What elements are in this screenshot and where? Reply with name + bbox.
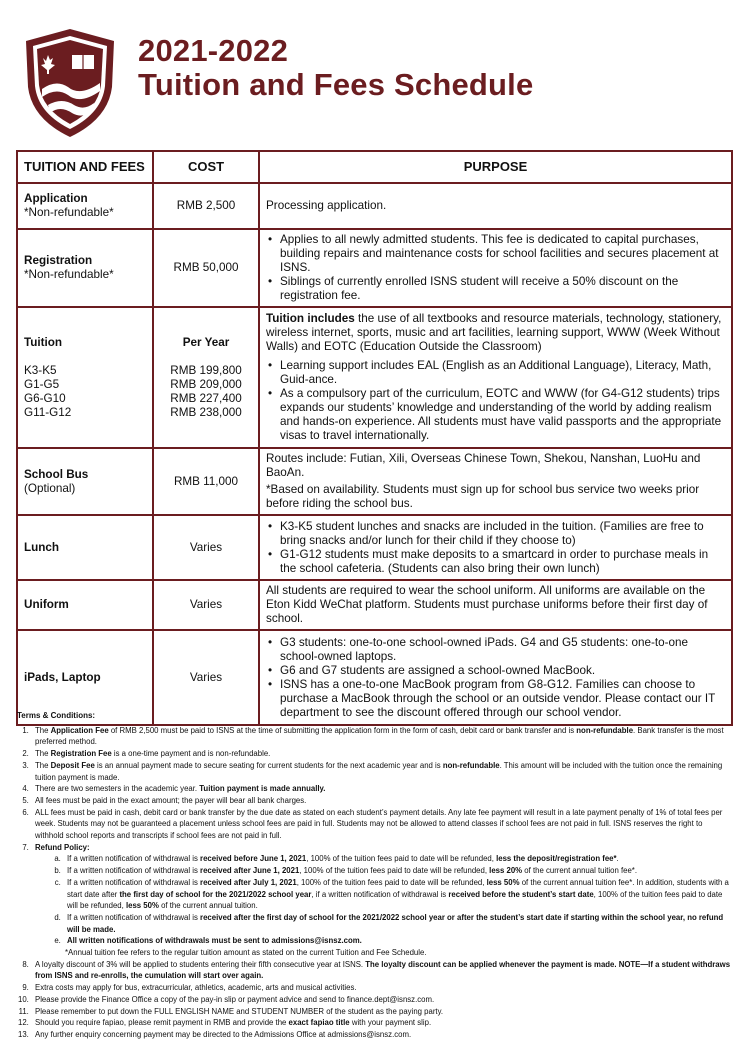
- term-item: 10. Please provide the Finance Office a copy of the pay-in slip or payment advice and send to finance.dept@isnsz.com.: [31, 994, 733, 1006]
- fee-name: Application: [24, 192, 88, 205]
- refund-item: c. If a written notification of withdrawal is received after July 1, 2021, 100% of the tuition fees paid to date will be refunded, less 50% of the current annual tuition fee*. In addition, students with a start date after the first day of school for the 2021/2022 school year, if a written notification of withdrawal is received before the student’s start date, 100% of the tuition fees paid to date will be refunded, less 50% of the current annual tuition.: [63, 877, 733, 912]
- term-item: 5. All fees must be paid in the exact amount; the payer will bear all bank charges.: [31, 795, 733, 807]
- fee-purpose: [259, 515, 732, 580]
- grade-tier: K3-K5: [24, 363, 57, 377]
- fee-cost: Varies: [153, 630, 259, 725]
- table-row-uniform: [17, 580, 732, 630]
- school-crest-logo: [22, 27, 118, 139]
- table-row-school-bus: [17, 448, 732, 515]
- fee-name: iPads, Laptop: [24, 670, 101, 684]
- cost-tiers: [160, 364, 252, 420]
- purpose-bullet: • Learning support includes EAL (English as an Additional Language), Literacy, Math, Guid-ance.: [280, 359, 725, 387]
- tier-cost: RMB 227,400: [170, 391, 242, 405]
- fee-name-cell: [17, 580, 153, 630]
- term-item: 3. The Deposit Fee is an annual payment made to secure seating for current students for the next academic year and is non-refundable. This amount will be included with the tuition once the remaining tuition payment is made.: [31, 760, 733, 783]
- fee-note: (Optional): [24, 481, 76, 495]
- refund-item: b. If a written notification of withdrawal is received after June 1, 2021, 100% of the tuition fees paid to date will be refunded, less 20% of the current annual tuition fee*.: [63, 865, 733, 877]
- fee-cost: RMB 50,000: [153, 229, 259, 307]
- term-item: 4. There are two semesters in the academic year. Tuition payment is made annually.: [31, 783, 733, 795]
- term-item: 2. The Registration Fee is a one-time payment and is non-refundable.: [31, 748, 733, 760]
- column-header-purpose: PURPOSE: [259, 151, 732, 183]
- table-row-lunch: [17, 515, 732, 580]
- header: [0, 0, 752, 150]
- fee-name-cell: [17, 307, 153, 448]
- purpose-bullet: • G6 and G7 students are assigned a school-owned MacBook.: [280, 664, 725, 678]
- purpose-bullet: • Applies to all newly admitted students. This fee is dedicated to capital purchases, building repairs and maintenance costs for school facilities and secures placement at ISNS.: [280, 233, 725, 275]
- column-header-cost: COST: [153, 151, 259, 183]
- fee-purpose: [259, 307, 732, 448]
- table-row-registration: [17, 229, 732, 307]
- refund-footnote: *Annual tuition fee refers to the regular tuition amount as stated on the current Tuition and Fee Schedule.: [65, 948, 427, 958]
- term-item: 9. Extra costs may apply for bus, extracurricular, athletics, academic, arts and musical activities.: [31, 982, 733, 994]
- fee-cost: RMB 2,500: [153, 183, 259, 229]
- fee-purpose: [259, 229, 732, 307]
- grade-tier: G6-G10: [24, 391, 66, 405]
- tier-cost: RMB 209,000: [170, 377, 242, 391]
- term-item: 8. A loyalty discount of 3% will be applied to students entering their fifth consecutive year at ISNS. The loyalty discount can be applied whenever the payment is made. NOTE—If a student withdraws from ISNS and re-enrolls, the cumulation will start over again.: [31, 959, 733, 982]
- fee-name: Uniform: [24, 598, 69, 611]
- fees-table: [16, 150, 733, 726]
- terms-list: [17, 725, 733, 1041]
- fee-name: Lunch: [24, 540, 60, 554]
- term-item: 6. ALL fees must be paid in cash, debit card or bank transfer by the due date as stated on each student’s payment details. Any late fee payment will result in a late payment penalty of 1% of total fees per week. Students may not be guaranteed a placement unless school fees are paid in full. Students may not be allowed to attend classes if school fees are not paid in full. ISNS reserves the right to withhold school reports and transcripts if school fees are not paid in full.: [31, 807, 733, 842]
- fee-name: School Bus: [24, 467, 89, 481]
- purpose-text: Routes include: Futian, Xili, Overseas Chinese Town, Shekou, Nanshan, LuoHu and BaoAn.: [266, 452, 701, 479]
- purpose-bullet: • G1-G12 students must make deposits to a smartcard in order to purchase meals in the school cafeteria. (Students can also bring their own lunch): [280, 548, 725, 576]
- fee-purpose: All students are required to wear the school uniform. All uniforms are available on the Eton Kidd WeChat platform. Students must purchase uniforms before their first day of school.: [259, 580, 732, 630]
- fee-name-cell: [17, 448, 153, 515]
- fee-note: *Non-refundable*: [24, 268, 114, 281]
- cost-heading: Per Year: [182, 335, 230, 349]
- tier-cost: RMB 199,800: [170, 363, 242, 377]
- purpose-bullet: • Siblings of currently enrolled ISNS student will receive a 50% discount on the registration fee.: [280, 275, 725, 303]
- term-item: 12. Should you require fapiao, please remit payment in RMB and provide the exact fapiao title with your payment slip.: [31, 1017, 733, 1029]
- fee-name-cell: [17, 515, 153, 580]
- table-header-row: [17, 151, 732, 183]
- fee-name: Registration: [24, 254, 93, 267]
- table-row-tuition: [17, 307, 732, 448]
- column-header-fees: TUITION AND FEES: [17, 151, 153, 183]
- tier-cost: RMB 238,000: [170, 405, 242, 419]
- fee-name-cell: [17, 183, 153, 229]
- refund-item: d. If a written notification of withdrawal is received after the first day of school for the 2021/2022 school year or after the student’s start date if starting within the school year, no refund will be made.: [63, 912, 733, 935]
- grade-tier: G1-G5: [24, 377, 60, 391]
- grade-tier: G11-G12: [24, 405, 72, 419]
- purpose-bullet: • ISNS has a one-to-one MacBook program from G8-G12. Families can choose to purchase a MacBook through the school or an outside vendor. Please contact our IT department to see the discount offered through our school vendor.: [280, 678, 725, 720]
- fee-name: Tuition: [24, 335, 63, 349]
- fee-purpose: [259, 448, 732, 515]
- title-year: 2021-2022: [138, 33, 289, 68]
- fee-purpose: Processing application.: [259, 183, 732, 229]
- fee-cost-cell: [153, 307, 259, 448]
- purpose-bullet: • As a compulsory part of the curriculum, EOTC and WWW (for G4-G12 students) trips expands our students’ knowledge and understanding of the world by adding realism and hands-on experience. All students must have valid passports and the appropriate visas to travel internationally.: [280, 387, 725, 443]
- refund-item: a. If a written notification of withdrawal is received before June 1, 2021, 100% of the tuition fees paid to date will be refunded, less the deposit/registration fee*.: [63, 853, 733, 865]
- fee-note: *Non-refundable*: [24, 206, 114, 219]
- purpose-bullet: • G3 students: one-to-one school-owned iPads. G4 and G5 students: one-to-one school-owned laptops.: [280, 636, 725, 664]
- purpose-text: *Based on availability. Students must sign up for school bus service two weeks prior before riding the school bus.: [266, 483, 700, 510]
- page-title: [138, 34, 533, 102]
- tuition-includes-text: Tuition includes the use of all textbooks and resource materials, technology, stationery, wireless internet, sports, music and art facilities, learning support, WWW (Week Without Walls) and EOTC (Education Outside the Classroom): [266, 312, 722, 353]
- fee-name-cell: [17, 229, 153, 307]
- grade-tiers: [24, 364, 146, 420]
- terms-heading: Terms & Conditions:: [17, 711, 96, 720]
- fee-cost: Varies: [153, 515, 259, 580]
- title-text: Tuition and Fees Schedule: [138, 67, 534, 102]
- purpose-bullet: • K3-K5 student lunches and snacks are included in the tuition. (Families are free to bring snacks and/or lunch for their child if they choose to): [280, 520, 725, 548]
- fee-cost: Varies: [153, 580, 259, 630]
- refund-item: e. All written notifications of withdrawals must be sent to admissions@isnsz.com.: [63, 935, 733, 947]
- term-item-refund-policy: 7. Refund Policy: a. If a written notification of withdrawal is received before June 1, 2021, 100% of the tuition fees paid to date will be refunded, less the deposit/registration fee*. b. If a written notification of withdrawal is received after June 1, 2021, 100% of the tuition fees paid to date will be refunded, less 20% of the current annual tuition fee*. c. If a written notification of withdrawal is received after July 1, 2021, 100% of the tuition fees paid to date will be refunded, less 50% of the current annual tuition fee*. In addition, students with a start date after the first day of school for the 2021/2022 school year, if a written notification of withdrawal is received before the student’s start date, 100% of the tuition fees paid to date will be refunded, less 50% of the current annual tuition. d. If a written notification of withdrawal is received after the first day of school for the 2021/2022 school year or after the student’s start date if starting within the school year, no refund will be made. e. All written notifications of withdrawals must be sent to admissions@isnsz.com. *Annual tuition fee refers to the regular tuition amount as stated on the current Tuition and Fee Schedule.: [31, 842, 733, 959]
- fee-cost: RMB 11,000: [153, 448, 259, 515]
- table-row-application: [17, 183, 732, 229]
- refund-policy-list: [35, 853, 733, 947]
- terms-and-conditions: [17, 710, 733, 1041]
- term-item: 11. Please remember to put down the FULL ENGLISH NAME and STUDENT NUMBER of the student as the paying party.: [31, 1006, 733, 1018]
- term-item: 1. The Application Fee of RMB 2,500 must be paid to ISNS at the time of submitting the application form in the form of cash, debit card or bank transfer and is non-refundable. Bank transfer is the most preferred method.: [31, 725, 733, 748]
- term-item: 13. Any further enquiry concerning payment may be directed to the Admissions Office at admissions@isnsz.com.: [31, 1029, 733, 1041]
